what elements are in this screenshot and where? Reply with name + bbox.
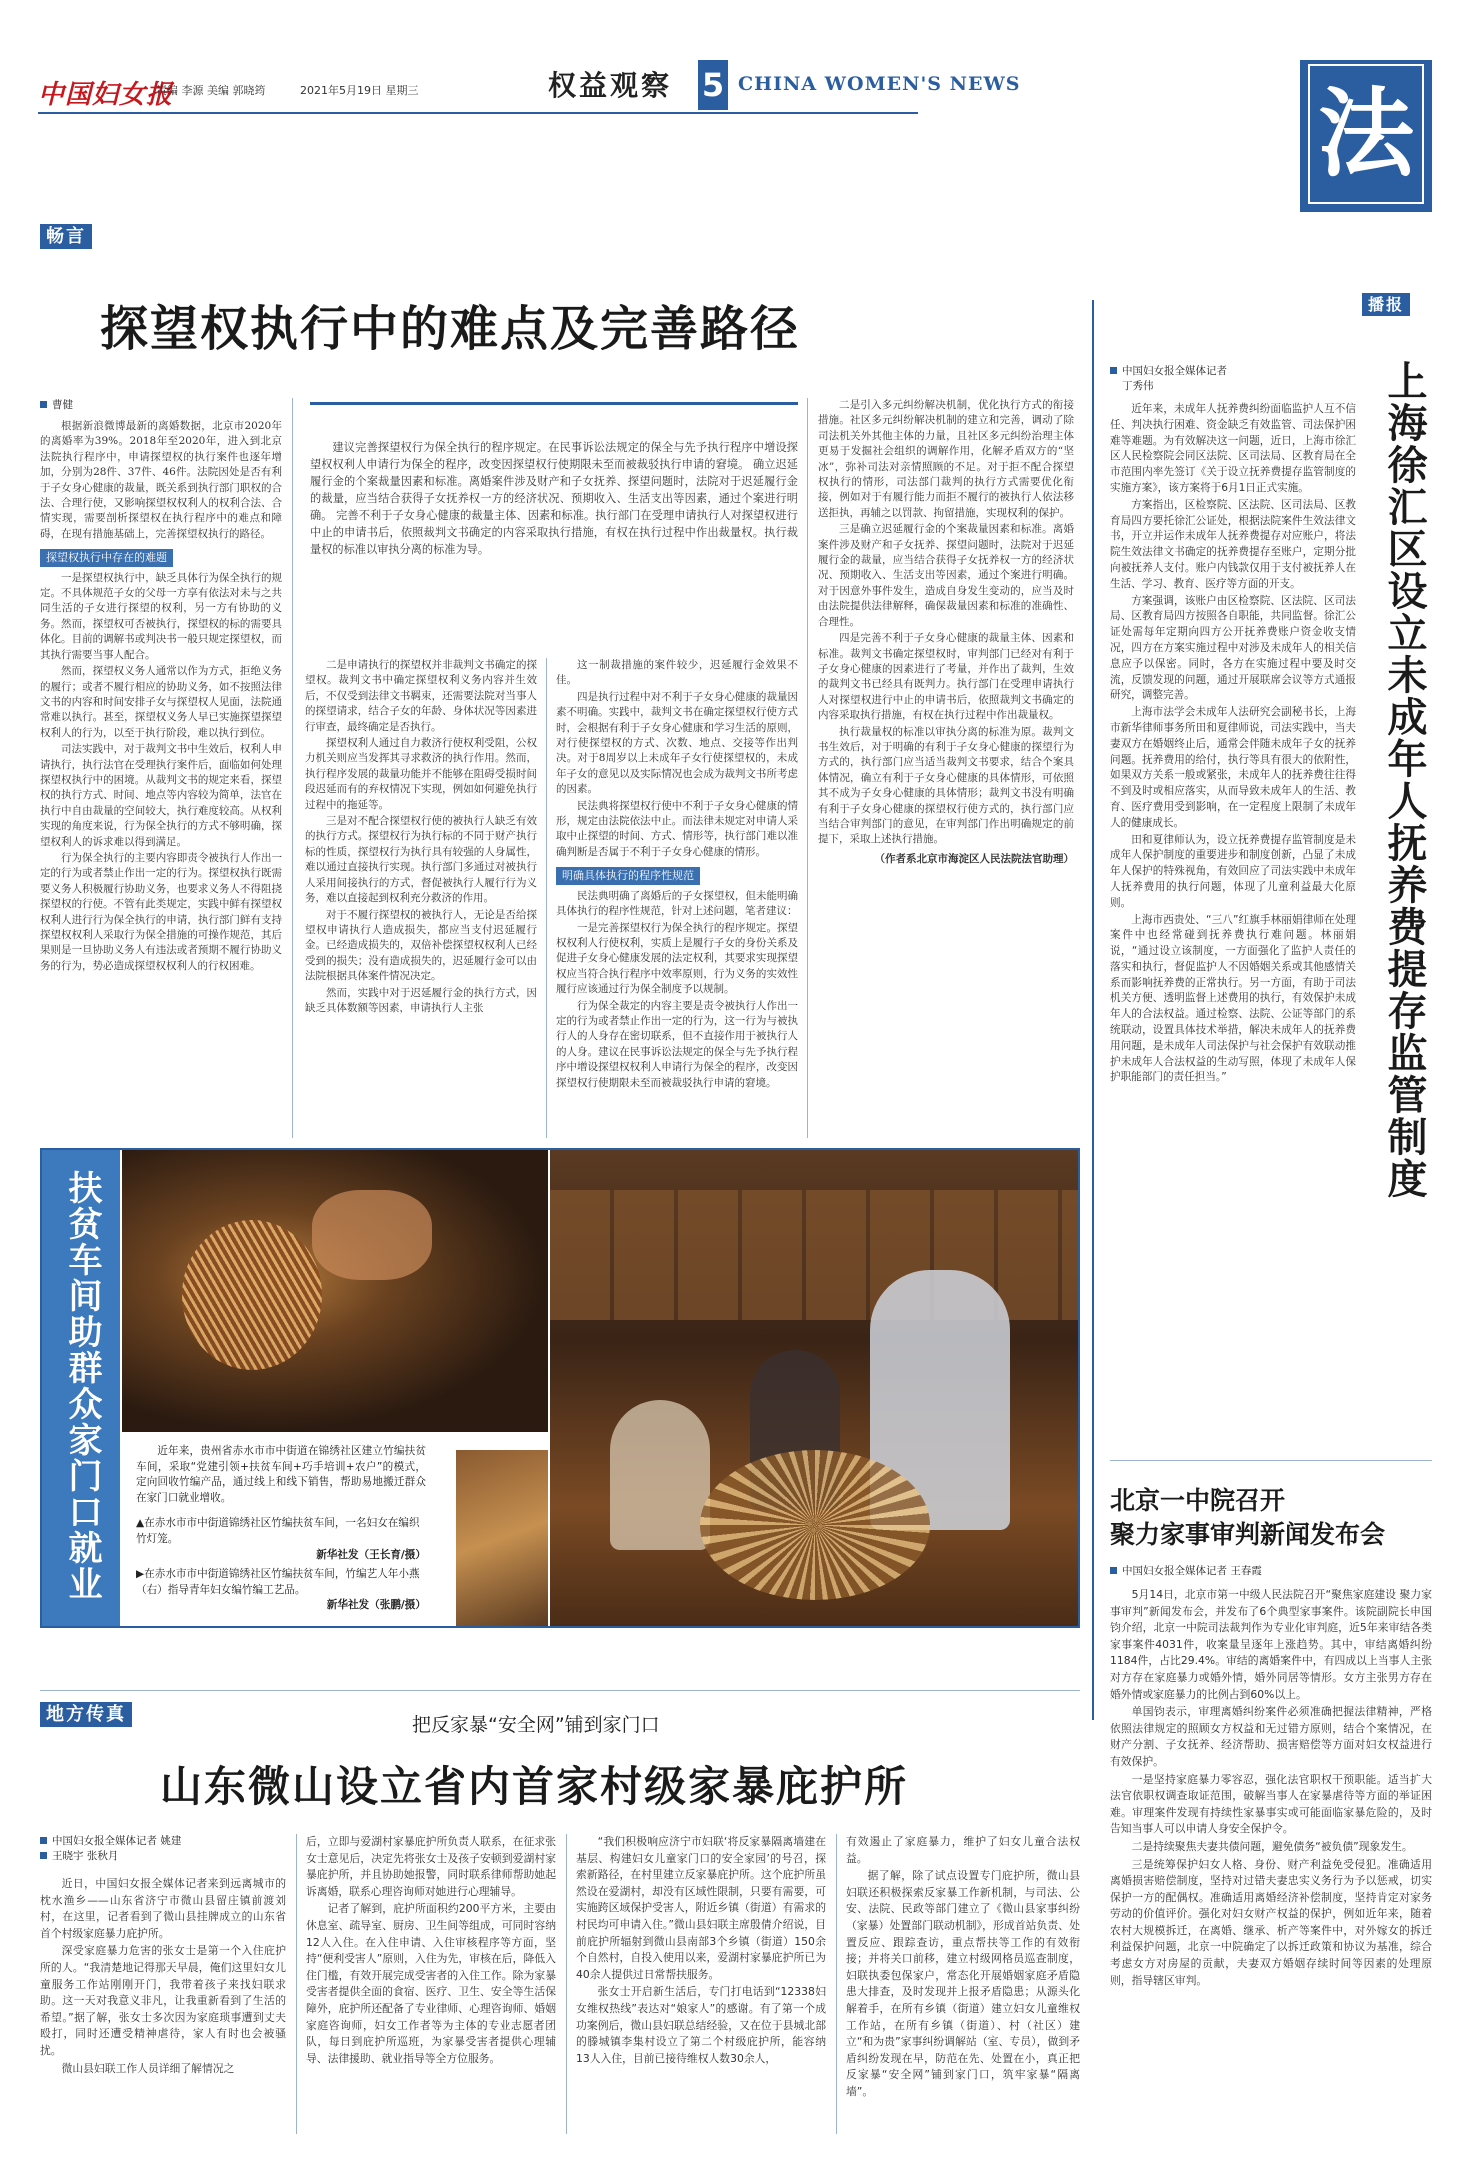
lead-box-rule	[310, 402, 798, 405]
right-byline-name: 丁秀伟	[1122, 380, 1154, 392]
paragraph: 二是申请执行的探望权并非裁判文书确定的探望权。裁判文书中确定探望权利义务内容并生效后，不仅受到法律文书羁束，还需要法院对当事人的探望请求，结合子女的年龄、身体状况等因素进行审查，最终确定是否执行。	[305, 659, 537, 733]
main-byline	[40, 398, 282, 413]
paragraph: 近年来，未成年人抚养费纠纷面临监护人互不信任、判决执行困难、资金缺乏有效监管、司法保护困难等难题。为有效解决这一问题，近日，上海市徐汇区人民检察院会同区法院、区司法局、区教育局在全市范围内率先签订《关于设立抚养费提存监管制度的实施方案》，该方案将于6月1日正式实施。	[1110, 403, 1356, 494]
paragraph: 根据新浪微博最新的离婚数据，北京市2020年的离婚率为39%。2018年至2020年，进入到北京法院执行程序中，申请探望权的执行案件也逐年增加，分别为28件、37件、46件。法院因处是否有利于子女身心健康的裁量，既关系到执行部门职权的合法、合理行使，又影响探望权权利人的权利合法、合情实现，需要剖析探望权在执行程序中的难点和障碍，在现有措施基础上，完善探望权执行的路径。	[40, 420, 282, 540]
paragraph: 三是对不配合探望权行使的被执行人缺乏有效的执行方式。探望权行为执行标的不同于财产执行标的性质，探望权行为执行具有较强的人身属性，难以通过直接执行实现。执行部门多通过对被执行人采用间接执行的方式，督促被执行人履行行为义务，难以直接起到权利充分救济的作用。	[305, 815, 537, 905]
hands-shape	[312, 1190, 432, 1280]
photo-caption-lead: 近年来，贵州省赤水市市中街道在锦绣社区建立竹编扶贫车间，采取“党建引领+扶贫车间+巧手培训+农户”的模式，定向回收竹编产品，通过线上和线下销售，帮助易地搬迁群众在家门口就业增收。	[136, 1445, 426, 1504]
paragraph: 一是完善探望权行为保全执行的程序规定。探望权权利人行使权利，实质上是履行子女的身份关系及促进子女身心健康发展的法定权利，其要求实现探望权应当符合执行程序中效率原则，行为义务的实效性履行应该通过行为保全制度予以规制。	[556, 921, 798, 996]
paragraph: 然而，实践中对于迟延履行金的执行方式，因缺乏具体数额等因素，申请执行人主张	[305, 986, 537, 1014]
paragraph: 执行裁量权的标准以审执分离的标准为原。裁判文书生效后，对于明确的有利于子女身心健康的探望行为方式的，执行部门应当适当裁判文书要求，结合个案具体情况，确立有利于子女身心健康的具体情形，可依照其不成为子女身心健康的具体情形；裁判文书没有明确有利于子女身心健康的探望权行使方式的，执行部门应当结合审判部门的意见，在审判部门作出明确规定的前提下，采取上述执行措施。	[818, 725, 1074, 846]
bottom-col-3	[576, 1834, 826, 2068]
byline-marker	[40, 401, 47, 408]
paragraph: 对于不履行探望权的被执行人，无论是否给探望权申请执行人造成损失，都应当支付迟延履行金。已经造成损失的，双倍补偿探望权权利人已经受到的损失；没有造成损失的，迟延履行金可以由法院根据具体案件情况决定。	[305, 908, 537, 983]
paragraph: 行为保全裁定的内容主要是责令被执行人作出一定的行为或者禁止作出一定的行为，这一行为与被执行人的人身存在密切联系，但不直接作用于被执行人的人身。建议在民事诉讼法规定的保全与先予执行程序中增设探望权权利人申请行为保全的程序，改变因探望权行使期限未至而被裁驳执行申请的窘境。	[556, 999, 798, 1089]
photo-credit-3: 新华社发（张鹏/摄）	[326, 1599, 426, 1612]
paragraph: 四是执行过程中对不利于子女身心健康的裁量因素不明确。实践中，裁判文书在确定探望权行使方式时，会根据有利于子女身心健康和学习生活的原则，对行使探望权的方式、次数、地点、交接等作出判决。对于8周岁以上未成年子女行使探望权的，未成年子女的意见以及实际情况也会成为裁判文书所考虑的因素。	[556, 690, 798, 796]
main-author: 曹健	[52, 399, 73, 411]
paragraph: 单国钧表示，审理离婚纠纷案件必须准确把握法律精神，严格依照法律规定的照顾女方权益和无过错方原则，结合个案情况，在财产分割、子女抚养、经济帮助、损害赔偿等方面对妇女权益进行有效保护。	[1110, 1705, 1432, 1768]
author-note: （作者系北京市海淀区人民法院法官助理）	[874, 852, 1074, 865]
photo-title: 扶贫车间助群众家门口就业	[62, 1170, 102, 1602]
paragraph: 后，立即与爱湖村家暴庇护所负责人联系，在征求张女士意见后，决定先将张女士及孩子安顿到爱湖村家暴庇护所，并且协助她报警，同时联系律师帮助她起诉离婚，联系心理咨询师对她进行心理辅导。	[306, 1835, 556, 1898]
subheading-solutions: 明确具体执行的程序性规范	[556, 867, 700, 884]
masthead	[38, 60, 1430, 120]
bottom-tag	[40, 1700, 132, 1726]
lantern-shape	[182, 1220, 322, 1370]
right-byline	[1110, 364, 1356, 379]
paragraph: 有效遏止了家庭暴力，维护了妇女儿童合法权益。	[846, 1835, 1080, 1865]
paragraph: 张女士开启新生活后，专门打电话到“12338妇女维权热线”表达对“娘家人”的感谢。有了第一个成功案例后，微山县妇联总结经验，又在位于县城北部的滕城镇李集村设立了第二个村级庇护所，能容纳13人入住，目前已接待维权人数30余人，	[576, 1985, 826, 2065]
paragraph: 田和夏律师认为，设立抚养费提存监管制度是未成年人保护制度的重要进步和制度创新，凸显了未成年人保护的特殊视角，有效回应了司法实践中未成年人抚养费用的执行问题，体现了儿童利益最大化原则。	[1110, 833, 1356, 909]
paragraph: 微山县妇联工作人员详细了解情况之	[61, 2061, 235, 2075]
tag-changyan: 畅言	[40, 224, 92, 249]
bottom-headline: 山东微山设立省内首家村级家暴庇护所	[160, 1762, 909, 1811]
beijing-title-2: 聚力家事审判新闻发布会	[1110, 1520, 1386, 1549]
masthead-editors: 责编 李源 美编 郭晓筠	[156, 84, 266, 97]
bottom-col-2	[306, 1834, 556, 2068]
paragraph: 一是探望权执行中，缺乏具体行为保全执行的规定。不具体规范子女的父母一方享有依法对未与之共同生活的子女进行探望的权利，另一方有协助的义务。然而，探望权可否被执行，探望权的标的需要具体化。目前的调解书或判决书一般只规定探望权，而其执行需要当事人配合。	[40, 571, 282, 661]
photo-basket-inset	[456, 1450, 548, 1626]
paragraph: 二是持续聚焦夫妻共债问题，避免债务“被负债”现象发生。	[1131, 1839, 1413, 1853]
paragraph: 一是坚持家庭暴力零容忍，强化法官职权干预职能。适当扩大法官依职权调查取证范围，破解当事人在家暴虐待等方面的举证困难。审理案件发现有持续性家暴事实或可能面临家暴危险的，及时告知当事人可以申请人身安全保护令。	[1110, 1772, 1432, 1836]
paragraph: 三是确立迟延履行金的个案裁量因素和标准。离婚案件涉及财产和子女抚养、探望问题时，法院对于迟延履行金的裁量，应当结合获得子女抚养权一方的经济状况、预期收入、生活支出等因素，通过个案进行明确。对于因意外事件发生，造成自身发生变动的，应当及时由法院提供法律解释，确保裁量因素和标准的准确性、合理性。	[818, 523, 1074, 628]
byline-marker	[1110, 367, 1117, 374]
photo-bamboo-lantern	[122, 1150, 548, 1432]
law-banner	[1300, 60, 1432, 212]
beijing-reporter: 中国妇女报全媒体记者 王春霞	[1122, 1565, 1262, 1577]
paragraph: 5月14日，北京市第一中级人民法院召开“聚焦家庭建设 聚力家事审判”新闻发布会，并发布了6个典型家事案件。该院副院长申国钧介绍，北京一中院司法裁判作为专业化审判庭，近5年来审结各类家事案件4031件，收案量呈逐年上涨趋势。其中，审结离婚纠纷1184件，占比29.4%。审结的离婚案件中，有四成以上当事人主张对方存在家庭暴力或婚外情，婚外同居等情形。女方主张男方存在婚外情或家庭暴力的比例占到60%以上。	[1110, 1588, 1432, 1701]
paragraph: 四是完善不利于子女身心健康的裁量主体、因素和标准。裁判文书确定探望权时，审判部门已经对有利于子女身心健康的因素进行了考量，并作出了裁判，生效的裁判文书已经具有既判力。执行部门在受理申请执行人对探望权进行中止的申请书后，依照裁判文书确定的内容采取执行措施，有权在执行过程中作出裁量权。	[818, 632, 1074, 722]
byline-marker	[40, 1852, 47, 1859]
right-tag	[1362, 292, 1410, 315]
beijing-byline	[1110, 1564, 1432, 1579]
main-col-2	[305, 658, 537, 1017]
photo-caption-2: ▲在赤水市市中街道锦绣社区竹编扶贫车间，一名妇女在编织竹灯笼。	[136, 1517, 420, 1545]
paragraph: 二是引入多元纠纷解决机制，优化执行方式的衔接措施。社区多元纠纷解决机制的建立和完善，调动了除司法机关外其他主体的力量，且社区多元纠纷治理主体更易于发掘社会组织的调解作用，化解矛盾双方的“坚冰”，弥补司法对亲情照顾的不足。对于拒不配合探望权执行的情形，司法部门裁判的执行方式需要优化衔接，例如对于有履行能力而拒不履行的被执行人依法移送拒执，再辅之以罚款、拘留措施，实现权利的保护。	[818, 399, 1074, 519]
right-article	[1110, 364, 1356, 1087]
newspaper-logo: 中国妇女报	[38, 80, 174, 110]
masthead-date: 2021年5月19日 星期三	[300, 84, 419, 97]
photo-credit-2: 新华社发（王长育/摄）	[316, 1548, 426, 1561]
main-col-4	[818, 398, 1074, 867]
main-tag	[40, 222, 92, 248]
photo-title-band	[42, 1150, 120, 1626]
byline-marker	[1110, 1567, 1117, 1574]
paragraph: 记者了解到，庇护所面积约200平方米，主要由休息室、疏导室、厨房、卫生间等组成，可同时容纳12人入住。在入住申请、入住审核程序等方面，坚持“便利受害人”原则，入住为先，审核在后，降低入住门槛，有效开展完成受害者的入住工作。除为家暴受害者提供全面的食宿、医疗、卫生、安全等生活保障外，庇护所还配备了专业律师、心理咨询师、婚姻家庭咨询师，妇女工作者等为主体的专业志愿者团队，每日到庇护所巡班，为家暴受害者提供心理辅导、法律援助、就业指导等全方位服务。	[306, 1902, 556, 2065]
bottom-reporter: 中国妇女报全媒体记者 姚建	[52, 1835, 182, 1847]
lead-text: 建议完善探望权行为保全执行的程序规定。在民事诉讼法规定的保全与先予执行程序中增设探望权权利人申请行为保全的程序，改变因探望权行使期限未至而被裁驳执行申请的窘境。 确立迟延履行金的个案裁量因素和标准。离婚案件涉及财产和子女抚养、探望问题时，法院对于迟延履行金的裁量，应当结合获得子女抚养权一方的经济状况、预期收入、生活支出等因素，通过个案进行明确。 完善不利于子女身心健康的裁量主体、因素和标准。执行部门在受理申请执行人对探望权进行中止的申请书后，依照裁判文书确定的内容采取执行措施，有权在执行过程中作出裁量权。执行裁量权的标准以审执分离的标准为导。	[310, 441, 798, 556]
paragraph: 三是统筹保护妇女人格、身份、财产利益免受侵犯。准确适用离婚损害赔偿制度，坚持对过错夫妻忠实义务行为予以惩戒，切实保护一方的配偶权。准确适用离婚经济补偿制度，坚持肯定对家务劳动的价值评价。强化对妇女财产权益的保护，例如近年来，随着农村大规模拆迁，在离婚、继承、析产等案件中，对外嫁女的拆迁利益保护问题，北京一中院确定了以拆迁政策和协议为基准，综合考虑女方对房屋的贡献，夫妻双方婚姻存续时间等因素的处理原则，指导辖区审判。	[1110, 1857, 1432, 1987]
paragraph: 探望权利人通过自力救济行使权利受阻，公权力机关则应当发挥其寻求救济的执行作用。然而，执行程序发展的裁量功能并不能够在阻碍受损时间段迟延而有的弃权情况下实现，例如如何避免执行过程中的拖延等。	[305, 737, 537, 811]
byline-marker	[40, 1837, 47, 1844]
law-character: 法	[1308, 64, 1424, 204]
paragraph: “我们积极响应济宁市妇联‘将反家暴隔离墙建在基层、构建妇女儿童家门口的安全家园’的号召，探索新路径，在村里建立反家暴庇护所。这个庇护所虽然设在爱湖村，却没有区域性限制，只要有需要，可实施跨区域保护受害人，附近乡镇（街道）有需求的村民均可申请入住。”微山县妇联主席殷倩介绍说，目前庇护所辐射到微山县南部3个乡镇（街道）150余个自然村，自投入使用以来，爱湖村家暴庇护所已为40余人提供过日常帮扶服务。	[576, 1835, 826, 1981]
main-headline: 探望权执行中的难点及完善路径	[100, 301, 801, 357]
page-number: 5	[698, 60, 728, 110]
paragraph: 这一制裁措施的案件较少，迟延履行金效果不佳。	[556, 659, 798, 687]
main-col-3	[556, 658, 798, 1092]
paragraph: 近日，中国妇女报全媒体记者来到远离城市的枕水渔乡——山东省济宁市微山县留庄镇前渡刘村，在这里，记者看到了微山县挂牌成立的山东省首个村级家庭暴力庇护所。	[40, 1877, 286, 1940]
tag-difang: 地方传真	[40, 1702, 132, 1727]
paragraph: 方案强调，该账户由区检察院、区法院、区司法局、区教育局四方按照各自职能，共同监督。徐汇公证处需每年定期向四方公开抚养费账户资金收支情况，四方在方案实施过程中对涉及未成年人的相关信息应予以保密。同时，各方在实施过程中要及时交流，反馈发现的问题，通过开展联席会议等方式通报研究，调整完善。	[1110, 594, 1356, 702]
photo-feature	[40, 1148, 1080, 1628]
section-title: 权益观察	[548, 69, 673, 102]
paragraph: 行为保全执行的主要内容即责令被执行人作出一定的行为或者禁止作出一定的行为。探望权执行既需要义务人积极履行协助义务，也要求义务人不得阻挠探望权的行使。不管有此类规定，实践中鲜有探望权权利人进行行为保全执行的申请，执行部门鲜有支持探望权权利人采取行为保全措施的可操作规范，其后果则是一旦协助义务人有违法或者预期不履行协助义务的行为，势必造成探望权权利人的行权困难。	[40, 851, 282, 972]
paragraph: 然而，探望权义务人通常以作为方式，拒绝义务的履行；或者不履行相应的协助义务，如不按照法律文书的内容和时间安排子女与探望权人见面，法院通常难以执行。甚至，探望权义务人早已实施探望探望权利人的行为，以至于执行阶段，难以执行到位。	[40, 665, 282, 739]
paragraph: 据了解，除了试点设置专门庇护所，微山县妇联还积极探索反家暴工作新机制，与司法、公安、法院、民政等部门建立了《微山县家事纠纷（家暴）处置部门联动机制》，形成首站负责、处置反应、跟踪查访，重点帮扶等工作的有效衔接；并将关口前移，建立村级网格员巡查制度，妇联执委包保家户，常态化开展婚姻家庭矛盾隐患大排查，及时发现并上报矛盾隐患；从源头化解着手，在所有乡镇（街道）建立妇女儿童维权工作站，在所有乡镇（街道）、村（社区）建立“和为贵”家事纠纷调解站（室、专员），做到矛盾纠纷发现在早，防范在先、处置在小，真正把反家暴“安全网”铺到家门口，筑牢家暴“隔离墙”。	[846, 1869, 1080, 2098]
paragraph: 民法典将探望权行使中不利于子女身心健康的情形，规定由法院依法中止。而法律未规定对申请人采取中止探望的时间、方式、情形等，执行部门难以准确判断是否属于不利于子女身心健康的情形。	[556, 799, 798, 858]
masthead-rule	[38, 112, 918, 114]
photo-caption-3: ▶在赤水市市中街道锦绣社区竹编扶贫车间，竹编艺人年小燕（右）指导青年妇女编竹编工艺品。	[136, 1568, 420, 1596]
tag-bobao: 播报	[1362, 293, 1410, 316]
paragraph: 上海市法学会未成年人法研究会副秘书长，上海市新华律师事务所田和夏律师说，司法实践中，当夫妻双方在婚姻终止后，通常会伴随未成年子女的抚养问题。抚养费用的给付，执行等具有很大的依附性，如果双方关系一般或紧张，未成年人的抚养费往往得不到及时或相应落实，从而导致未成年人的生活、教育、医疗费用受到影响，在一定程度上限制了未成年人的健康成长。	[1110, 706, 1356, 829]
subheading-problems: 探望权执行中存在的难题	[40, 549, 173, 566]
main-col-1	[40, 398, 282, 975]
bottom-byline-2	[40, 1849, 286, 1864]
woman-figure-3	[610, 1400, 710, 1550]
paragraph: 上海市西贵处、“三八”红旗手林丽娟律师在处理案件中也经常碰到抚养费执行难问题。林丽娟说，“通过设立该制度，一方面强化了监护人责任的落实和执行，督促监护人不因婚姻关系或其他感情关系而影响抚养费的正常执行。另一方面，有助于司法机关方便、透明监督上述费用的执行，有效保护未成年人的合法权益。通过检察、法院、公证等部门的系统联动，设置具体技术举措，解决未成年人的抚养费用问题，是未成年人司法保护与社会保护有效联动推护未成年人合法权益的生动写照，体现了未成年人保护职能部门的责任担当。”	[1110, 913, 1356, 1084]
beijing-article	[1110, 1484, 1432, 1990]
bottom-byline	[40, 1834, 286, 1849]
bottom-kicker: 把反家暴“安全网”铺到家门口	[412, 1714, 660, 1736]
english-title: CHINA WOMEN'S NEWS	[738, 73, 1021, 95]
woven-basket	[700, 1450, 930, 1600]
paragraph: 民法典明确了离婚后的子女探望权，但未能明确具体执行的程序性规范，针对上述问题，笔者建议：	[556, 889, 798, 918]
paragraph: 司法实践中，对于裁判文书中生效后，权利人申请执行，执行法官在受理执行案件后，面临如何处理探望权执行中的困境。从裁判文书的规定来看，探望权的执行方式、时间、地点等内容较为简单，法官在执行中自由裁量的空间较大，执行难度较高。从权利实现的角度来说，行为保全执行的方式不够明确，探望权利人的诉求难以得到满足。	[40, 743, 282, 848]
photo-bamboo-workshop	[550, 1150, 1078, 1626]
paragraph: 方案指出，区检察院、区法院、区司法局、区教育局四方要托徐汇公证处，根据法院案件生效法律文书，开立并运作未成年人抚养费提存对应账户，将法院生效法律文书确定的抚养费提存至账户，定期分批向被抚养人支付。账户内钱款仅用于支付被抚养人在生活、学习、教育、医疗等方面的开支。	[1110, 498, 1356, 590]
right-title: 上海徐汇区设立未成年人抚养费提存监管制度	[1381, 360, 1428, 1200]
paragraph: 深受家庭暴力危害的张女士是第一个入住庇护所的人。“我清楚地记得那天早晨，俺们这里妇女儿童服务工作站刚刚开门，我带着孩子来找妇联求助。这一天对我意义非凡，让我重新看到了生活的希望。”据了解，张女士多次因为家庭琐事遭到丈夫殴打，同时还遭受精神虐待，家人有时也会被骚扰。	[40, 1944, 286, 2057]
lead-box	[310, 402, 798, 638]
bottom-col-1	[40, 1834, 286, 2078]
beijing-title-1: 北京一中院召开	[1110, 1486, 1286, 1515]
bottom-reporter-2: 王晓宇 张秋月	[52, 1850, 119, 1862]
byline-org: 中国妇女报全媒体记者	[1122, 365, 1227, 377]
bottom-col-4	[846, 1834, 1080, 2102]
